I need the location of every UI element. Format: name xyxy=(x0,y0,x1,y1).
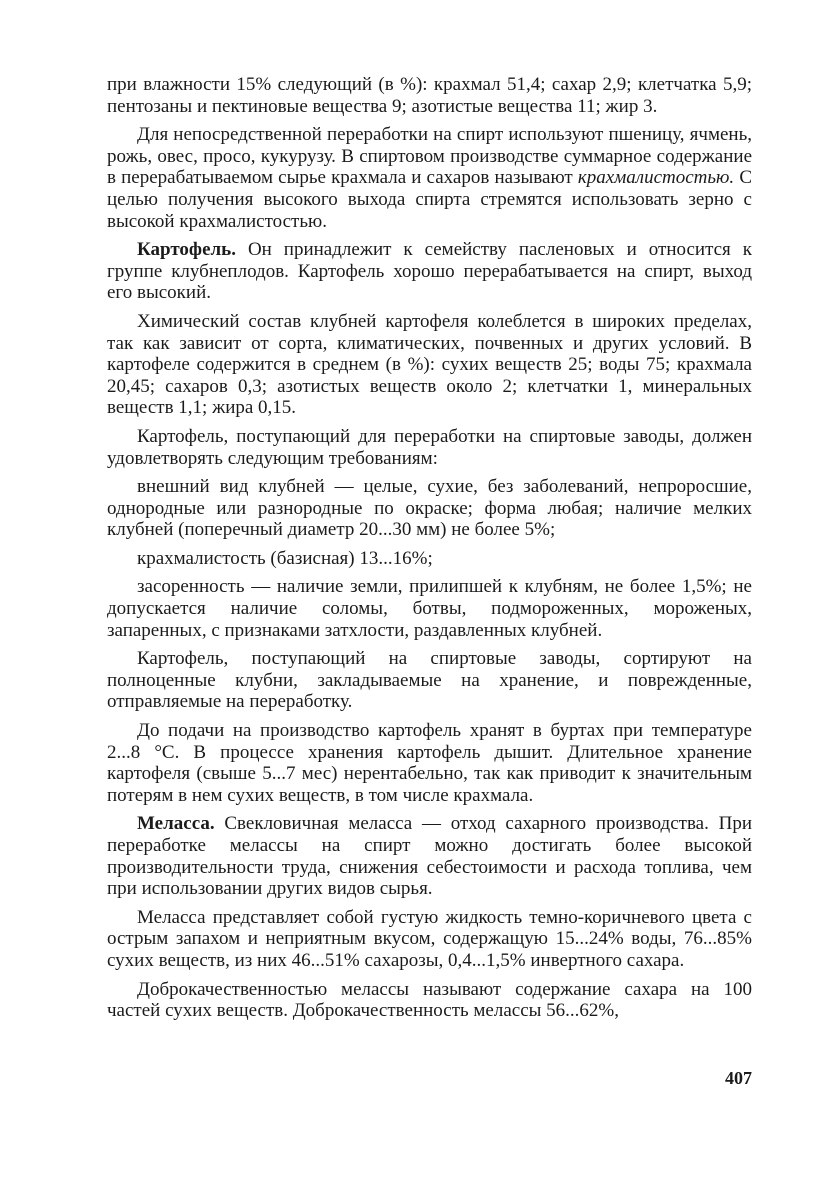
term-emphasis: крахмалистостью. xyxy=(577,167,735,189)
paragraph xyxy=(107,907,752,972)
paragraph xyxy=(107,476,752,541)
paragraph-text: при влажности 15% следующий (в %): крахмал 51,4; сахар 2,9; клетчатка 5,9; пентозаны и пектиновые вещества 9; азотистые вещества 11; жир 3. xyxy=(107,74,752,117)
paragraph-text: С целью получения высокого выхода спирта стремятся использовать зерно с высокой крахмалистостью. xyxy=(107,167,752,232)
paragraph xyxy=(107,124,752,232)
paragraph xyxy=(107,979,752,1022)
paragraph xyxy=(107,576,752,641)
paragraph xyxy=(107,74,752,117)
paragraph-text: внешний вид клубней — целые, сухие, без заболеваний, непроросшие, однородные или разнородные по окраске; форма любая; наличие мелких клубней (поперечный диаметр 20...30 мм) не более 5%; xyxy=(107,476,752,541)
paragraph-text: Химический состав клубней картофеля колеблется в широких пределах, так как зависит от сорта, климатических, почвенных и других условий. В картофеле содержится в среднем (в %): сухих веществ 25; воды 75; крахмала 20,45; сахаров 0,3; азотистых веществ около 2; клетчатки 1, минеральных веществ 1,1; жира 0,15. xyxy=(107,310,752,419)
paragraph-text: Для непосредственной переработки на спирт используют пшеницу, ячмень, рожь, овес, просо, кукурузу. В спиртовом производстве суммарное содержание в перерабатываемом сырье крахмала и сахаров называют xyxy=(107,124,752,189)
paragraph-text: засоренность — наличие земли, прилипшей к клубням, не более 1,5%; не допускается наличие соломы, ботвы, подмороженных, мороженых, запаренных, с признаками затхлости, раздавленных клубней. xyxy=(107,576,752,641)
paragraph-text: Картофель, поступающий на спиртовые заводы, сортируют на полноценные клубни, закладываемые на хранение, и поврежденные, отправляемые на переработку. xyxy=(107,648,752,713)
paragraph xyxy=(107,311,752,419)
section-heading: Картофель. xyxy=(137,239,236,261)
section-heading: Меласса. xyxy=(137,813,215,835)
paragraph-text: Свекловичная меласса — отход сахарного производства. При переработке мелассы на спирт можно достигать более высокой производительности труда, снижения себестоимости и расхода топлива, чем при использовании других видов сырья. xyxy=(107,813,752,900)
paragraph-text: Меласса представляет собой густую жидкость темно-коричневого цвета с острым запахом и неприятным вкусом, содержащую 15...24% воды, 76...85% сухих веществ, из них 46...51% сахарозы, 0,4...1,5% инвертного сахара. xyxy=(107,906,752,971)
paragraph xyxy=(107,548,752,570)
paragraph-text: До подачи на производство картофель хранят в буртах при температуре 2...8 °С. В процессе хранения картофель дышит. Длительное хранение картофеля (свыше 5...7 мес) нерентабельно, так как приводит к значительным потерям в нем сухих веществ, в том числе крахмала. xyxy=(107,720,752,806)
paragraph xyxy=(107,720,752,806)
paragraph-text: Доброкачественностью мелассы называют содержание сахара на 100 частей сухих веществ. Доброкачественность мелассы 56...62%, xyxy=(107,978,752,1022)
paragraph-text: Картофель, поступающий для переработки на спиртовые заводы, должен удовлетворять следующим требованиям: xyxy=(107,425,752,469)
paragraph-text: крахмалистость (базисная) 13...16%; xyxy=(137,547,433,569)
paragraph xyxy=(107,648,752,713)
paragraph xyxy=(107,813,752,899)
page-body xyxy=(107,74,752,1029)
page-number: 407 xyxy=(725,1068,752,1088)
paragraph-text: Он принадлежит к семейству пасленовых и относится к группе клубнеплодов. Картофель хорошо перерабатывается на спирт, выход его высокий. xyxy=(107,239,752,304)
paragraph xyxy=(107,239,752,304)
paragraph xyxy=(107,426,752,469)
